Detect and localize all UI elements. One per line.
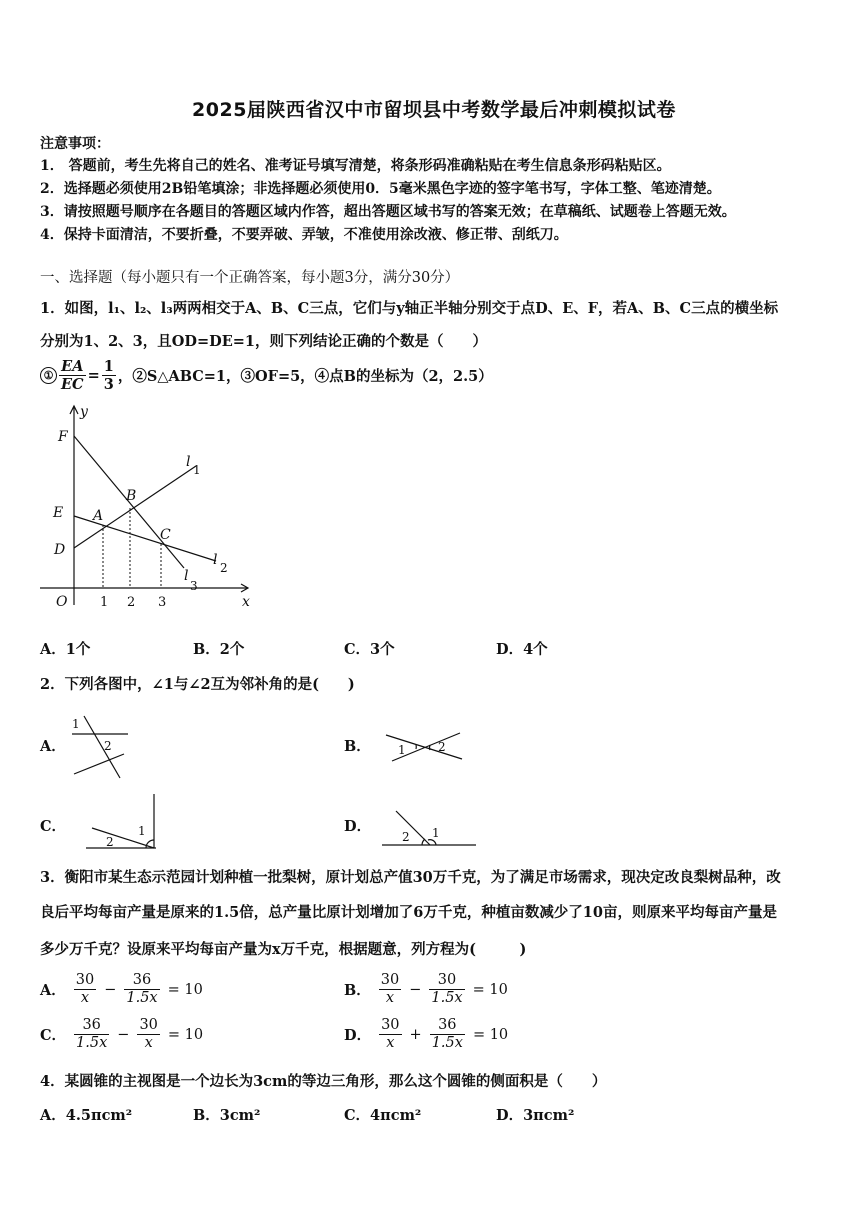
notice-item: 4．保持卡面清洁，不要折叠，不要弄破、弄皱，不准使用涂改液、修正带、刮纸刀。 <box>40 227 568 243</box>
notice-item: 3．请按照题号顺序在各题目的答题区域内作答，超出答题区域书写的答案无效；在草稿纸、试题卷上答题无效。 <box>40 204 736 220</box>
fraction-one-third: $\frac{1}{3}$ <box>103 358 114 393</box>
question-1-figure <box>36 400 266 615</box>
q2-option-b-label[interactable]: B． <box>344 738 371 755</box>
label-f: F <box>58 429 68 445</box>
tick-1: 1 <box>100 595 109 610</box>
label-e: E <box>53 505 64 521</box>
svg-text:1: 1 <box>138 824 146 838</box>
label-y: y <box>80 404 88 420</box>
q4-option-d[interactable]: D．3πcm² <box>496 1107 575 1124</box>
question-3-line-1: 3．衡阳市某生态示范园计划种植一批梨树，原计划总产值30万千克，为了满足市场需求，现决定改良梨树品种，改 <box>40 869 781 886</box>
option-a[interactable]: A．1个 <box>40 641 91 658</box>
option-d[interactable]: D．4个 <box>496 641 548 658</box>
label-l3-sub: 3 <box>190 579 198 593</box>
svg-text:1: 1 <box>398 743 406 757</box>
q2-figure-a <box>66 712 136 784</box>
q2-figure-d <box>380 805 480 850</box>
question-1-line-2: 分别为1、2、3，且OD=DE=1，则下列结论正确的个数是（ ） <box>40 333 487 350</box>
option-c[interactable]: C．3个 <box>344 641 395 658</box>
option-b[interactable]: B．2个 <box>193 641 245 658</box>
label-d: D <box>54 542 66 558</box>
label-b: B <box>126 488 137 504</box>
question-3-line-3: 多少万千克？设原来平均每亩产量为x万千克，根据题意，列方程为( ) <box>40 941 527 958</box>
label-a: A <box>93 508 104 524</box>
notice-item: 1． 答题前，考生先将自己的姓名、准考证号填写清楚，将条形码准确粘贴在考生信息条形码粘贴区。 <box>40 158 671 174</box>
fraction-ea-ec: $\frac{EA}{EC}$ <box>61 358 84 393</box>
label-l1: l <box>186 454 191 470</box>
tick-3: 3 <box>158 595 167 610</box>
q2-figure-c <box>84 790 164 850</box>
q3-option-c[interactable]: C． $\frac{36}{1.5x}$ − $\frac{30}{x}$ = 10 <box>40 1017 204 1051</box>
svg-text:2: 2 <box>438 740 446 754</box>
question-2-stem: 2．下列各图中，∠1与∠2互为邻补角的是( ) <box>40 676 355 693</box>
svg-text:1: 1 <box>432 826 440 840</box>
q2-option-a-label[interactable]: A． <box>40 738 66 755</box>
q2-option-c-label[interactable]: C． <box>40 818 67 835</box>
q3-option-b[interactable]: B． $\frac{30}{x}$ − $\frac{30}{1.5x}$ = 10 <box>344 972 508 1006</box>
label-l2-sub: 2 <box>220 561 228 575</box>
label-l2: l <box>213 552 218 568</box>
q3-option-d[interactable]: D． $\frac{30}{x}$ + $\frac{36}{1.5x}$ = 10 <box>344 1017 509 1051</box>
question-3-line-2: 良后平均每亩产量是原来的1.5倍，总产量比原计划增加了6万千克，种植亩数减少了10亩，则原来平均每亩产量是 <box>40 904 777 921</box>
question-1-conditions: ① $\frac{EA}{EC}$ = $\frac{1}{3}$ ，②S△ABC=1，③OF=5，④点B的坐标为（2，2.5） <box>40 358 493 393</box>
question-4-stem: 4．某圆锥的主视图是一个边长为3cm的等边三角形，那么这个圆锥的侧面积是（ ） <box>40 1073 607 1090</box>
q2-option-d-label[interactable]: D． <box>344 818 372 835</box>
notice-heading: 注意事项： <box>40 136 110 152</box>
question-1-line-1: 1．如图，l₁、l₂、l₃两两相交于A、B、C三点，它们与y轴正半轴分别交于点D、E、F，若A、B、C三点的横坐标 <box>40 300 779 317</box>
q4-option-a[interactable]: A．4.5πcm² <box>40 1107 133 1124</box>
q4-option-b[interactable]: B．3cm² <box>193 1107 261 1124</box>
svg-text:2: 2 <box>106 835 114 849</box>
q3-option-a[interactable]: A． $\frac{30}{x}$ − $\frac{36}{1.5x}$ = 10 <box>40 972 203 1006</box>
svg-text:2: 2 <box>402 830 410 844</box>
tick-2: 2 <box>127 595 136 610</box>
label-c: C <box>160 527 171 543</box>
svg-text:1: 1 <box>72 717 80 731</box>
q4-option-c[interactable]: C．4πcm² <box>344 1107 422 1124</box>
section-heading: 一、选择题（每小题只有一个正确答案，每小题3分，满分30分） <box>40 270 460 286</box>
label-l1-sub: 1 <box>193 463 201 477</box>
label-o: O <box>56 594 68 610</box>
circled-number: ① <box>40 367 57 384</box>
page-title: 2025届陕西省汉中市留坝县中考数学最后冲刺模拟试卷 <box>192 99 676 121</box>
label-l3: l <box>184 568 189 584</box>
q2-figure-b <box>380 725 470 767</box>
svg-text:2: 2 <box>104 739 112 753</box>
label-x: x <box>242 594 250 610</box>
notice-item: 2．选择题必须使用2B铅笔填涂；非选择题必须使用0．5毫米黑色字迹的签字笔书写，字体工整、笔迹清楚。 <box>40 181 721 197</box>
